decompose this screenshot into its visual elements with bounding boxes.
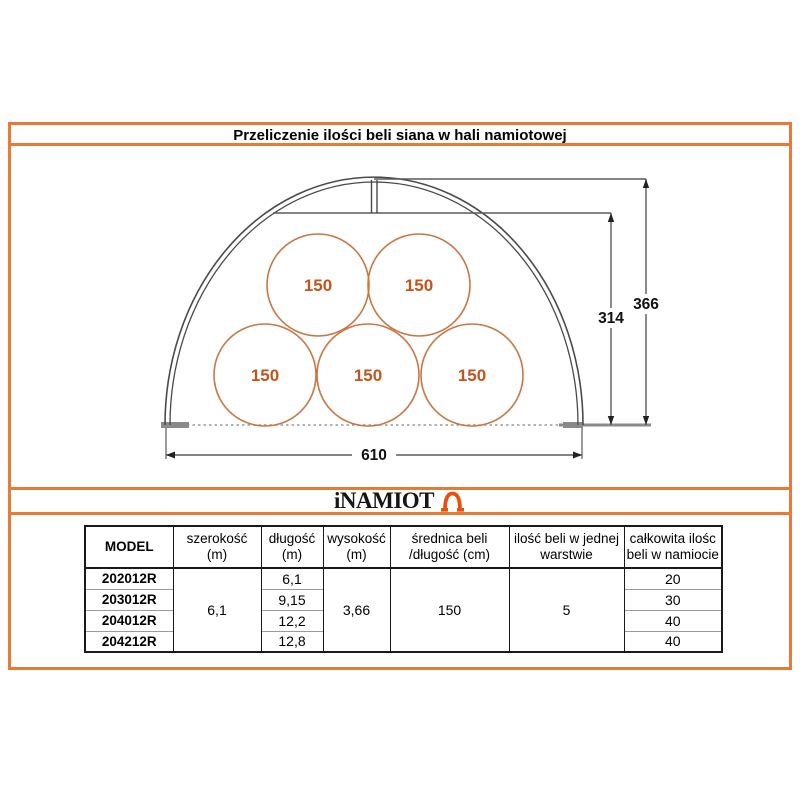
table-header-row	[85, 526, 722, 568]
col-header-szerokosc: szerokość (m)	[173, 526, 261, 568]
brand-logo-text: iNAMIOT	[334, 488, 434, 513]
arrow-icon	[643, 179, 649, 188]
bale-diameter-label: 150	[404, 276, 434, 295]
model-cell: 204212R	[85, 631, 173, 652]
spec-table	[84, 525, 723, 653]
bale-diameter-label: 150	[457, 366, 487, 385]
calkowita-cell: 20	[624, 568, 722, 589]
calkowita-cell: 40	[624, 610, 722, 631]
arrow-icon	[166, 452, 175, 459]
right-base-plate	[563, 422, 583, 428]
dlugosc-cell: 6,1	[261, 568, 323, 589]
model-cell: 202012R	[85, 568, 173, 589]
col-header-wysokosc: wysokość (m)	[323, 526, 390, 568]
model-cell: 203012R	[85, 589, 173, 610]
logo-band	[11, 487, 789, 515]
spec-table-section	[11, 515, 789, 653]
dlugosc-cell: 12,8	[261, 631, 323, 652]
tent-arch-icon	[439, 490, 466, 512]
table-row	[85, 568, 722, 589]
col-header-dlugosc: długość (m)	[261, 526, 323, 568]
srednica-cell: 150	[390, 568, 509, 652]
dim-label-314: 314	[598, 310, 624, 327]
bale-diameter-label: 150	[250, 366, 280, 385]
arrow-icon	[573, 452, 582, 459]
bale-diameter-label: 150	[353, 366, 383, 385]
bale-diameter-label: 150	[303, 276, 333, 295]
tent-cross-section-diagram	[11, 146, 789, 487]
dim-label-366: 366	[633, 296, 659, 313]
calkowita-cell: 40	[624, 631, 722, 652]
dlugosc-cell: 9,15	[261, 589, 323, 610]
page-title: Przeliczenie ilości beli siana w hali namiotowej	[233, 127, 567, 144]
content-frame	[8, 122, 792, 670]
dim-label-610: 610	[361, 447, 387, 464]
ilosc-warstwa-cell: 5	[509, 568, 624, 652]
col-header-calkowita: całkowita ilośc beli w namiocie	[624, 526, 722, 568]
arrow-icon	[608, 213, 614, 222]
dlugosc-cell: 12,2	[261, 610, 323, 631]
tent-arch-inner	[170, 182, 578, 425]
calkowita-cell: 30	[624, 589, 722, 610]
col-header-ilosc-warstwa: ilość beli w jednej warstwie	[509, 526, 624, 568]
col-header-srednica: średnica beli /długość (cm)	[390, 526, 509, 568]
model-cell: 204012R	[85, 610, 173, 631]
tent-arch-outer	[165, 177, 583, 425]
szerokosc-cell: 6,1	[173, 568, 261, 652]
title-bar	[11, 125, 789, 146]
wysokosc-cell: 3,66	[323, 568, 390, 652]
col-header-model: MODEL	[85, 526, 173, 568]
diagram-svg	[11, 146, 789, 487]
